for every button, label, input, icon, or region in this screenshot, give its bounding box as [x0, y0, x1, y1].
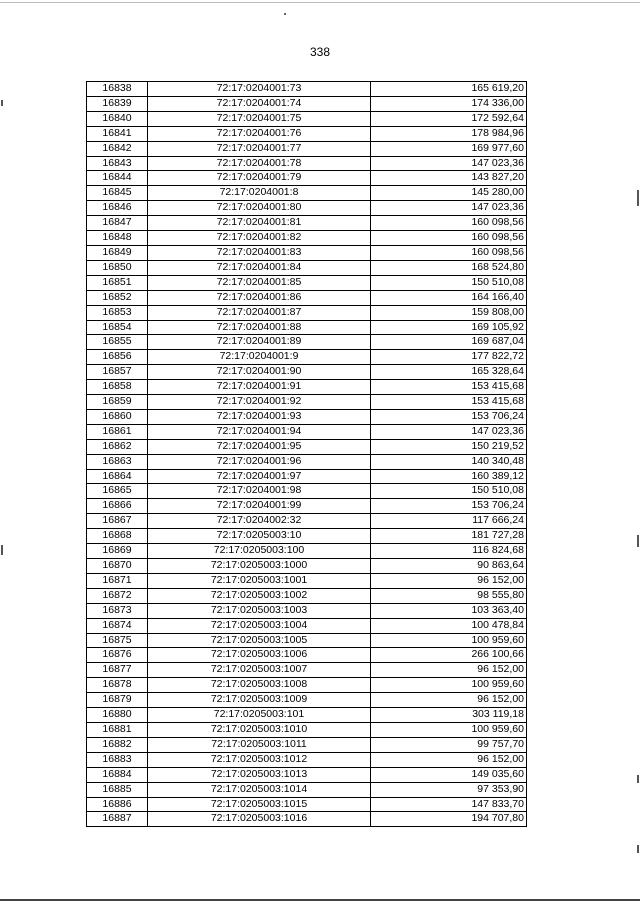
row-number-cell: 16842 — [87, 141, 148, 156]
table-row — [87, 201, 527, 216]
row-number-cell: 16840 — [87, 111, 148, 126]
table-row — [87, 499, 527, 514]
value-cell: 103 363,40 — [371, 603, 527, 618]
row-number-cell: 16851 — [87, 275, 148, 290]
cadastral-number-cell: 72:17:0204001:80 — [148, 201, 371, 216]
cadastral-number-cell: 72:17:0204001:75 — [148, 111, 371, 126]
value-cell: 174 336,00 — [371, 96, 527, 111]
row-number-cell: 16871 — [87, 573, 148, 588]
value-cell: 100 959,60 — [371, 678, 527, 693]
value-cell: 100 478,84 — [371, 618, 527, 633]
value-cell: 150 510,08 — [371, 275, 527, 290]
table-row — [87, 469, 527, 484]
row-number-cell: 16839 — [87, 96, 148, 111]
cadastral-number-cell: 72:17:0204001:97 — [148, 469, 371, 484]
table-row — [87, 633, 527, 648]
row-number-cell: 16848 — [87, 231, 148, 246]
row-number-cell: 16857 — [87, 365, 148, 380]
table-row — [87, 544, 527, 559]
value-cell: 117 666,24 — [371, 514, 527, 529]
table-row — [87, 260, 527, 275]
value-cell: 169 105,92 — [371, 320, 527, 335]
table-row — [87, 424, 527, 439]
row-number-cell: 16844 — [87, 171, 148, 186]
row-number-cell: 16863 — [87, 454, 148, 469]
table-row — [87, 708, 527, 723]
cadastral-number-cell: 72:17:0205003:1009 — [148, 693, 371, 708]
cadastral-number-cell: 72:17:0205003:1005 — [148, 633, 371, 648]
cadastral-number-cell: 72:17:0204001:88 — [148, 320, 371, 335]
scan-speck — [284, 13, 286, 15]
row-number-cell: 16887 — [87, 812, 148, 827]
cadastral-number-cell: 72:17:0205003:1002 — [148, 588, 371, 603]
row-number-cell: 16866 — [87, 499, 148, 514]
cadastral-number-cell: 72:17:0204001:9 — [148, 350, 371, 365]
row-number-cell: 16860 — [87, 409, 148, 424]
cadastral-number-cell: 72:17:0204001:92 — [148, 395, 371, 410]
row-number-cell: 16849 — [87, 245, 148, 260]
cadastral-number-cell: 72:17:0205003:1007 — [148, 663, 371, 678]
value-cell: 150 510,08 — [371, 484, 527, 499]
value-cell: 147 833,70 — [371, 797, 527, 812]
value-cell: 172 592,64 — [371, 111, 527, 126]
value-cell: 147 023,36 — [371, 156, 527, 171]
table-row — [87, 305, 527, 320]
cadastral-number-cell: 72:17:0204001:77 — [148, 141, 371, 156]
value-cell: 303 119,18 — [371, 708, 527, 723]
cadastral-number-cell: 72:17:0204001:84 — [148, 260, 371, 275]
value-cell: 165 328,64 — [371, 365, 527, 380]
row-number-cell: 16884 — [87, 767, 148, 782]
row-number-cell: 16882 — [87, 737, 148, 752]
table-row — [87, 82, 527, 97]
value-cell: 96 152,00 — [371, 663, 527, 678]
table-row — [87, 588, 527, 603]
row-number-cell: 16843 — [87, 156, 148, 171]
table-row — [87, 290, 527, 305]
value-cell: 159 808,00 — [371, 305, 527, 320]
value-cell: 90 863,64 — [371, 559, 527, 574]
value-cell: 99 757,70 — [371, 737, 527, 752]
table-row — [87, 171, 527, 186]
row-number-cell: 16881 — [87, 722, 148, 737]
row-number-cell: 16862 — [87, 439, 148, 454]
cadastral-number-cell: 72:17:0205003:1001 — [148, 573, 371, 588]
value-cell: 100 959,60 — [371, 633, 527, 648]
scan-right-edge-mark — [637, 775, 639, 783]
table-row — [87, 752, 527, 767]
table-row — [87, 245, 527, 260]
row-number-cell: 16853 — [87, 305, 148, 320]
row-number-cell: 16878 — [87, 678, 148, 693]
row-number-cell: 16872 — [87, 588, 148, 603]
scan-top-edge — [0, 2, 640, 3]
table-row — [87, 797, 527, 812]
cadastral-number-cell: 72:17:0204001:91 — [148, 380, 371, 395]
value-cell: 178 984,96 — [371, 126, 527, 141]
table-row — [87, 722, 527, 737]
row-number-cell: 16846 — [87, 201, 148, 216]
cadastral-number-cell: 72:17:0205003:101 — [148, 708, 371, 723]
row-number-cell: 16875 — [87, 633, 148, 648]
table-row — [87, 603, 527, 618]
table-row — [87, 141, 527, 156]
cadastral-number-cell: 72:17:0204001:79 — [148, 171, 371, 186]
table-row — [87, 454, 527, 469]
value-cell: 160 098,56 — [371, 245, 527, 260]
value-cell: 96 152,00 — [371, 693, 527, 708]
row-number-cell: 16854 — [87, 320, 148, 335]
cadastral-number-cell: 72:17:0204001:73 — [148, 82, 371, 97]
table-row — [87, 186, 527, 201]
value-cell: 169 977,60 — [371, 141, 527, 156]
row-number-cell: 16886 — [87, 797, 148, 812]
cadastral-number-cell: 72:17:0204001:95 — [148, 439, 371, 454]
table-row — [87, 514, 527, 529]
table-row — [87, 231, 527, 246]
scan-bottom-edge — [0, 899, 640, 901]
row-number-cell: 16841 — [87, 126, 148, 141]
value-cell: 177 822,72 — [371, 350, 527, 365]
row-number-cell: 16870 — [87, 559, 148, 574]
scan-right-edge-mark — [637, 535, 639, 547]
cadastral-number-cell: 72:17:0204001:86 — [148, 290, 371, 305]
value-cell: 169 687,04 — [371, 335, 527, 350]
row-number-cell: 16850 — [87, 260, 148, 275]
value-cell: 143 827,20 — [371, 171, 527, 186]
cadastral-number-cell: 72:17:0205003:1011 — [148, 737, 371, 752]
cadastral-value-table — [86, 81, 527, 827]
value-cell: 164 166,40 — [371, 290, 527, 305]
cadastral-number-cell: 72:17:0205003:1004 — [148, 618, 371, 633]
cadastral-number-cell: 72:17:0205003:1010 — [148, 722, 371, 737]
value-cell: 194 707,80 — [371, 812, 527, 827]
table-row — [87, 618, 527, 633]
table-row — [87, 737, 527, 752]
row-number-cell: 16859 — [87, 395, 148, 410]
row-number-cell: 16856 — [87, 350, 148, 365]
table-row — [87, 484, 527, 499]
row-number-cell: 16883 — [87, 752, 148, 767]
value-cell: 153 415,68 — [371, 380, 527, 395]
cadastral-number-cell: 72:17:0204001:76 — [148, 126, 371, 141]
row-number-cell: 16861 — [87, 424, 148, 439]
table-row — [87, 96, 527, 111]
value-cell: 100 959,60 — [371, 722, 527, 737]
row-number-cell: 16845 — [87, 186, 148, 201]
row-number-cell: 16879 — [87, 693, 148, 708]
row-number-cell: 16858 — [87, 380, 148, 395]
value-cell: 98 555,80 — [371, 588, 527, 603]
cadastral-number-cell: 72:17:0204001:82 — [148, 231, 371, 246]
row-number-cell: 16874 — [87, 618, 148, 633]
value-cell: 96 152,00 — [371, 573, 527, 588]
cadastral-number-cell: 72:17:0204001:98 — [148, 484, 371, 499]
value-cell: 97 353,90 — [371, 782, 527, 797]
cadastral-number-cell: 72:17:0205003:1012 — [148, 752, 371, 767]
table-body — [87, 82, 527, 827]
cadastral-number-cell: 72:17:0204001:96 — [148, 454, 371, 469]
cadastral-number-cell: 72:17:0205003:1003 — [148, 603, 371, 618]
value-cell: 147 023,36 — [371, 201, 527, 216]
cadastral-number-cell: 72:17:0205003:1000 — [148, 559, 371, 574]
cadastral-number-cell: 72:17:0204001:94 — [148, 424, 371, 439]
table-row — [87, 275, 527, 290]
scan-right-edge-mark — [637, 845, 639, 853]
table-row — [87, 573, 527, 588]
cadastral-number-cell: 72:17:0205003:1013 — [148, 767, 371, 782]
value-cell: 140 340,48 — [371, 454, 527, 469]
cadastral-number-cell: 72:17:0205003:10 — [148, 529, 371, 544]
row-number-cell: 16880 — [87, 708, 148, 723]
value-cell: 153 706,24 — [371, 499, 527, 514]
cadastral-number-cell: 72:17:0204001:78 — [148, 156, 371, 171]
value-cell: 150 219,52 — [371, 439, 527, 454]
table-row — [87, 350, 527, 365]
table-row — [87, 782, 527, 797]
row-number-cell: 16869 — [87, 544, 148, 559]
value-cell: 153 706,24 — [371, 409, 527, 424]
cadastral-number-cell: 72:17:0204001:89 — [148, 335, 371, 350]
table-row — [87, 409, 527, 424]
table-row — [87, 156, 527, 171]
row-number-cell: 16877 — [87, 663, 148, 678]
table-row — [87, 395, 527, 410]
value-cell: 149 035,60 — [371, 767, 527, 782]
value-cell: 147 023,36 — [371, 424, 527, 439]
value-cell: 168 524,80 — [371, 260, 527, 275]
row-number-cell: 16852 — [87, 290, 148, 305]
value-cell: 160 098,56 — [371, 216, 527, 231]
cadastral-number-cell: 72:17:0204001:83 — [148, 245, 371, 260]
value-cell: 266 100,66 — [371, 648, 527, 663]
cadastral-number-cell: 72:17:0205003:100 — [148, 544, 371, 559]
table-row — [87, 216, 527, 231]
table-row — [87, 529, 527, 544]
row-number-cell: 16868 — [87, 529, 148, 544]
table-row — [87, 812, 527, 827]
row-number-cell: 16864 — [87, 469, 148, 484]
table-row — [87, 678, 527, 693]
cadastral-number-cell: 72:17:0204001:74 — [148, 96, 371, 111]
cadastral-number-cell: 72:17:0204001:90 — [148, 365, 371, 380]
row-number-cell: 16847 — [87, 216, 148, 231]
row-number-cell: 16838 — [87, 82, 148, 97]
table-row — [87, 648, 527, 663]
table-row — [87, 335, 527, 350]
table-row — [87, 693, 527, 708]
table-row — [87, 126, 527, 141]
row-number-cell: 16873 — [87, 603, 148, 618]
row-number-cell: 16855 — [87, 335, 148, 350]
row-number-cell: 16885 — [87, 782, 148, 797]
row-number-cell: 16865 — [87, 484, 148, 499]
cadastral-number-cell: 72:17:0204001:85 — [148, 275, 371, 290]
table-row — [87, 663, 527, 678]
table-row — [87, 380, 527, 395]
cadastral-number-cell: 72:17:0205003:1016 — [148, 812, 371, 827]
cadastral-number-cell: 72:17:0204001:8 — [148, 186, 371, 201]
cadastral-number-cell: 72:17:0204002:32 — [148, 514, 371, 529]
cadastral-number-cell: 72:17:0204001:81 — [148, 216, 371, 231]
scan-right-edge-mark — [637, 190, 639, 206]
value-cell: 160 389,12 — [371, 469, 527, 484]
scan-left-edge-mark — [1, 100, 3, 106]
cadastral-number-cell: 72:17:0205003:1006 — [148, 648, 371, 663]
value-cell: 145 280,00 — [371, 186, 527, 201]
page-number: 338 — [309, 45, 331, 59]
table-row — [87, 439, 527, 454]
cadastral-number-cell: 72:17:0205003:1008 — [148, 678, 371, 693]
cadastral-number-cell: 72:17:0205003:1014 — [148, 782, 371, 797]
row-number-cell: 16876 — [87, 648, 148, 663]
value-cell: 153 415,68 — [371, 395, 527, 410]
value-cell: 96 152,00 — [371, 752, 527, 767]
table-row — [87, 365, 527, 380]
cadastral-number-cell: 72:17:0204001:93 — [148, 409, 371, 424]
table-row — [87, 111, 527, 126]
value-cell: 160 098,56 — [371, 231, 527, 246]
row-number-cell: 16867 — [87, 514, 148, 529]
table-row — [87, 767, 527, 782]
value-cell: 165 619,20 — [371, 82, 527, 97]
table-row — [87, 559, 527, 574]
value-cell: 116 824,68 — [371, 544, 527, 559]
cadastral-number-cell: 72:17:0205003:1015 — [148, 797, 371, 812]
cadastral-number-cell: 72:17:0204001:87 — [148, 305, 371, 320]
cadastral-number-cell: 72:17:0204001:99 — [148, 499, 371, 514]
table-row — [87, 320, 527, 335]
value-cell: 181 727,28 — [371, 529, 527, 544]
scan-left-edge-mark — [1, 545, 3, 555]
